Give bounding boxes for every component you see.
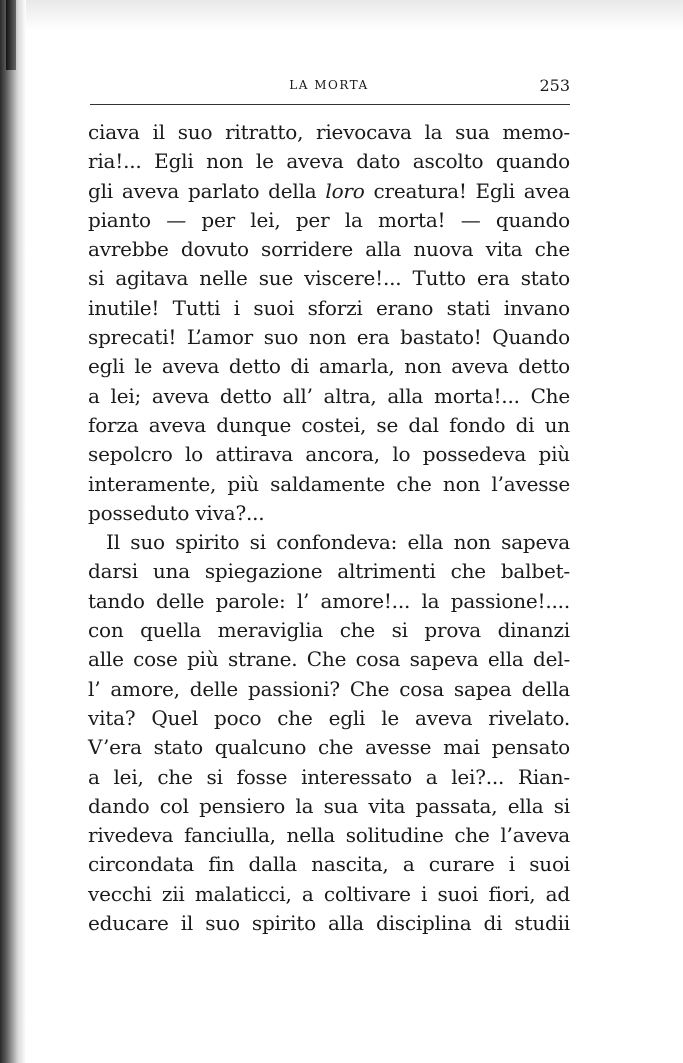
running-title: LA MORTA xyxy=(289,78,369,92)
text-line: si agitava nelle sue viscere!... Tutto era stato xyxy=(88,266,570,291)
text-line: forza aveva dunque costei, se dal fondo di un xyxy=(88,412,570,437)
page-edge-shading xyxy=(26,0,683,30)
text-line: vecchi zii malaticci, a coltivare i suoi fiori, ad xyxy=(88,881,570,906)
text-line: sprecati! L’amor suo non era bastato! Quando xyxy=(88,325,570,350)
text-line: con quella meraviglia che si prova dinanzi xyxy=(88,618,570,643)
book-binding-shadow xyxy=(0,0,26,1063)
binding-notch xyxy=(6,0,16,70)
italic-word: loro xyxy=(325,178,365,203)
text-line: darsi una spiegazione altrimenti che balbet- xyxy=(88,559,570,584)
text-line: V’era stato qualcuno che avesse mai pensato xyxy=(88,735,570,760)
page-number: 253 xyxy=(539,76,570,95)
text-line: circondata fin dalla nascita, a curare i suoi xyxy=(88,852,570,877)
text-line: avrebbe dovuto sorridere alla nuova vita che xyxy=(88,237,570,262)
text-line: pianto — per lei, per la morta! — quando xyxy=(88,207,570,232)
text-line: inutile! Tutti i suoi sforzi erano stati invano xyxy=(88,295,570,320)
text-line: ciava il suo ritratto, rievocava la sua memo- xyxy=(88,120,570,144)
text-line: alle cose più strane. Che cosa sapeva ella del- xyxy=(88,647,570,672)
text-line: a lei; aveva detto all’ altra, alla morta!... Che xyxy=(88,383,570,408)
text-line: interamente, più saldamente che non l’avesse xyxy=(88,471,570,496)
text-line: ria!... Egli non le aveva dato ascolto quando xyxy=(88,149,570,174)
text-line: gli aveva parlato della loro creatura! Egli avea xyxy=(88,178,570,203)
text-line: sepolcro lo attirava ancora, lo possedeva più xyxy=(88,442,570,467)
running-head xyxy=(88,78,570,98)
text-line: rivedeva fanciulla, nella solitudine che l’aveva xyxy=(88,823,570,848)
text-line: educare il suo spirito alla disciplina di studii xyxy=(88,911,570,936)
text-line: posseduto viva?... xyxy=(88,500,265,525)
body-text xyxy=(88,118,570,938)
text-line: a lei, che si fosse interessato a lei?... Rian- xyxy=(88,764,570,789)
text-line: dando col pensiero la sua vita passata, ella si xyxy=(88,793,570,818)
text-line: tando delle parole: l’ amore!... la passione!.... xyxy=(88,588,570,613)
text-line: Il suo spirito si confondeva: ella non sapeva xyxy=(106,530,570,555)
text-line: egli le aveva detto di amarla, non aveva detto xyxy=(88,354,570,379)
text-line: l’ amore, delle passioni? Che cosa sapea della xyxy=(88,676,570,701)
text-line: vita? Quel poco che egli le aveva rivelato. xyxy=(88,705,570,730)
header-rule xyxy=(90,104,570,105)
